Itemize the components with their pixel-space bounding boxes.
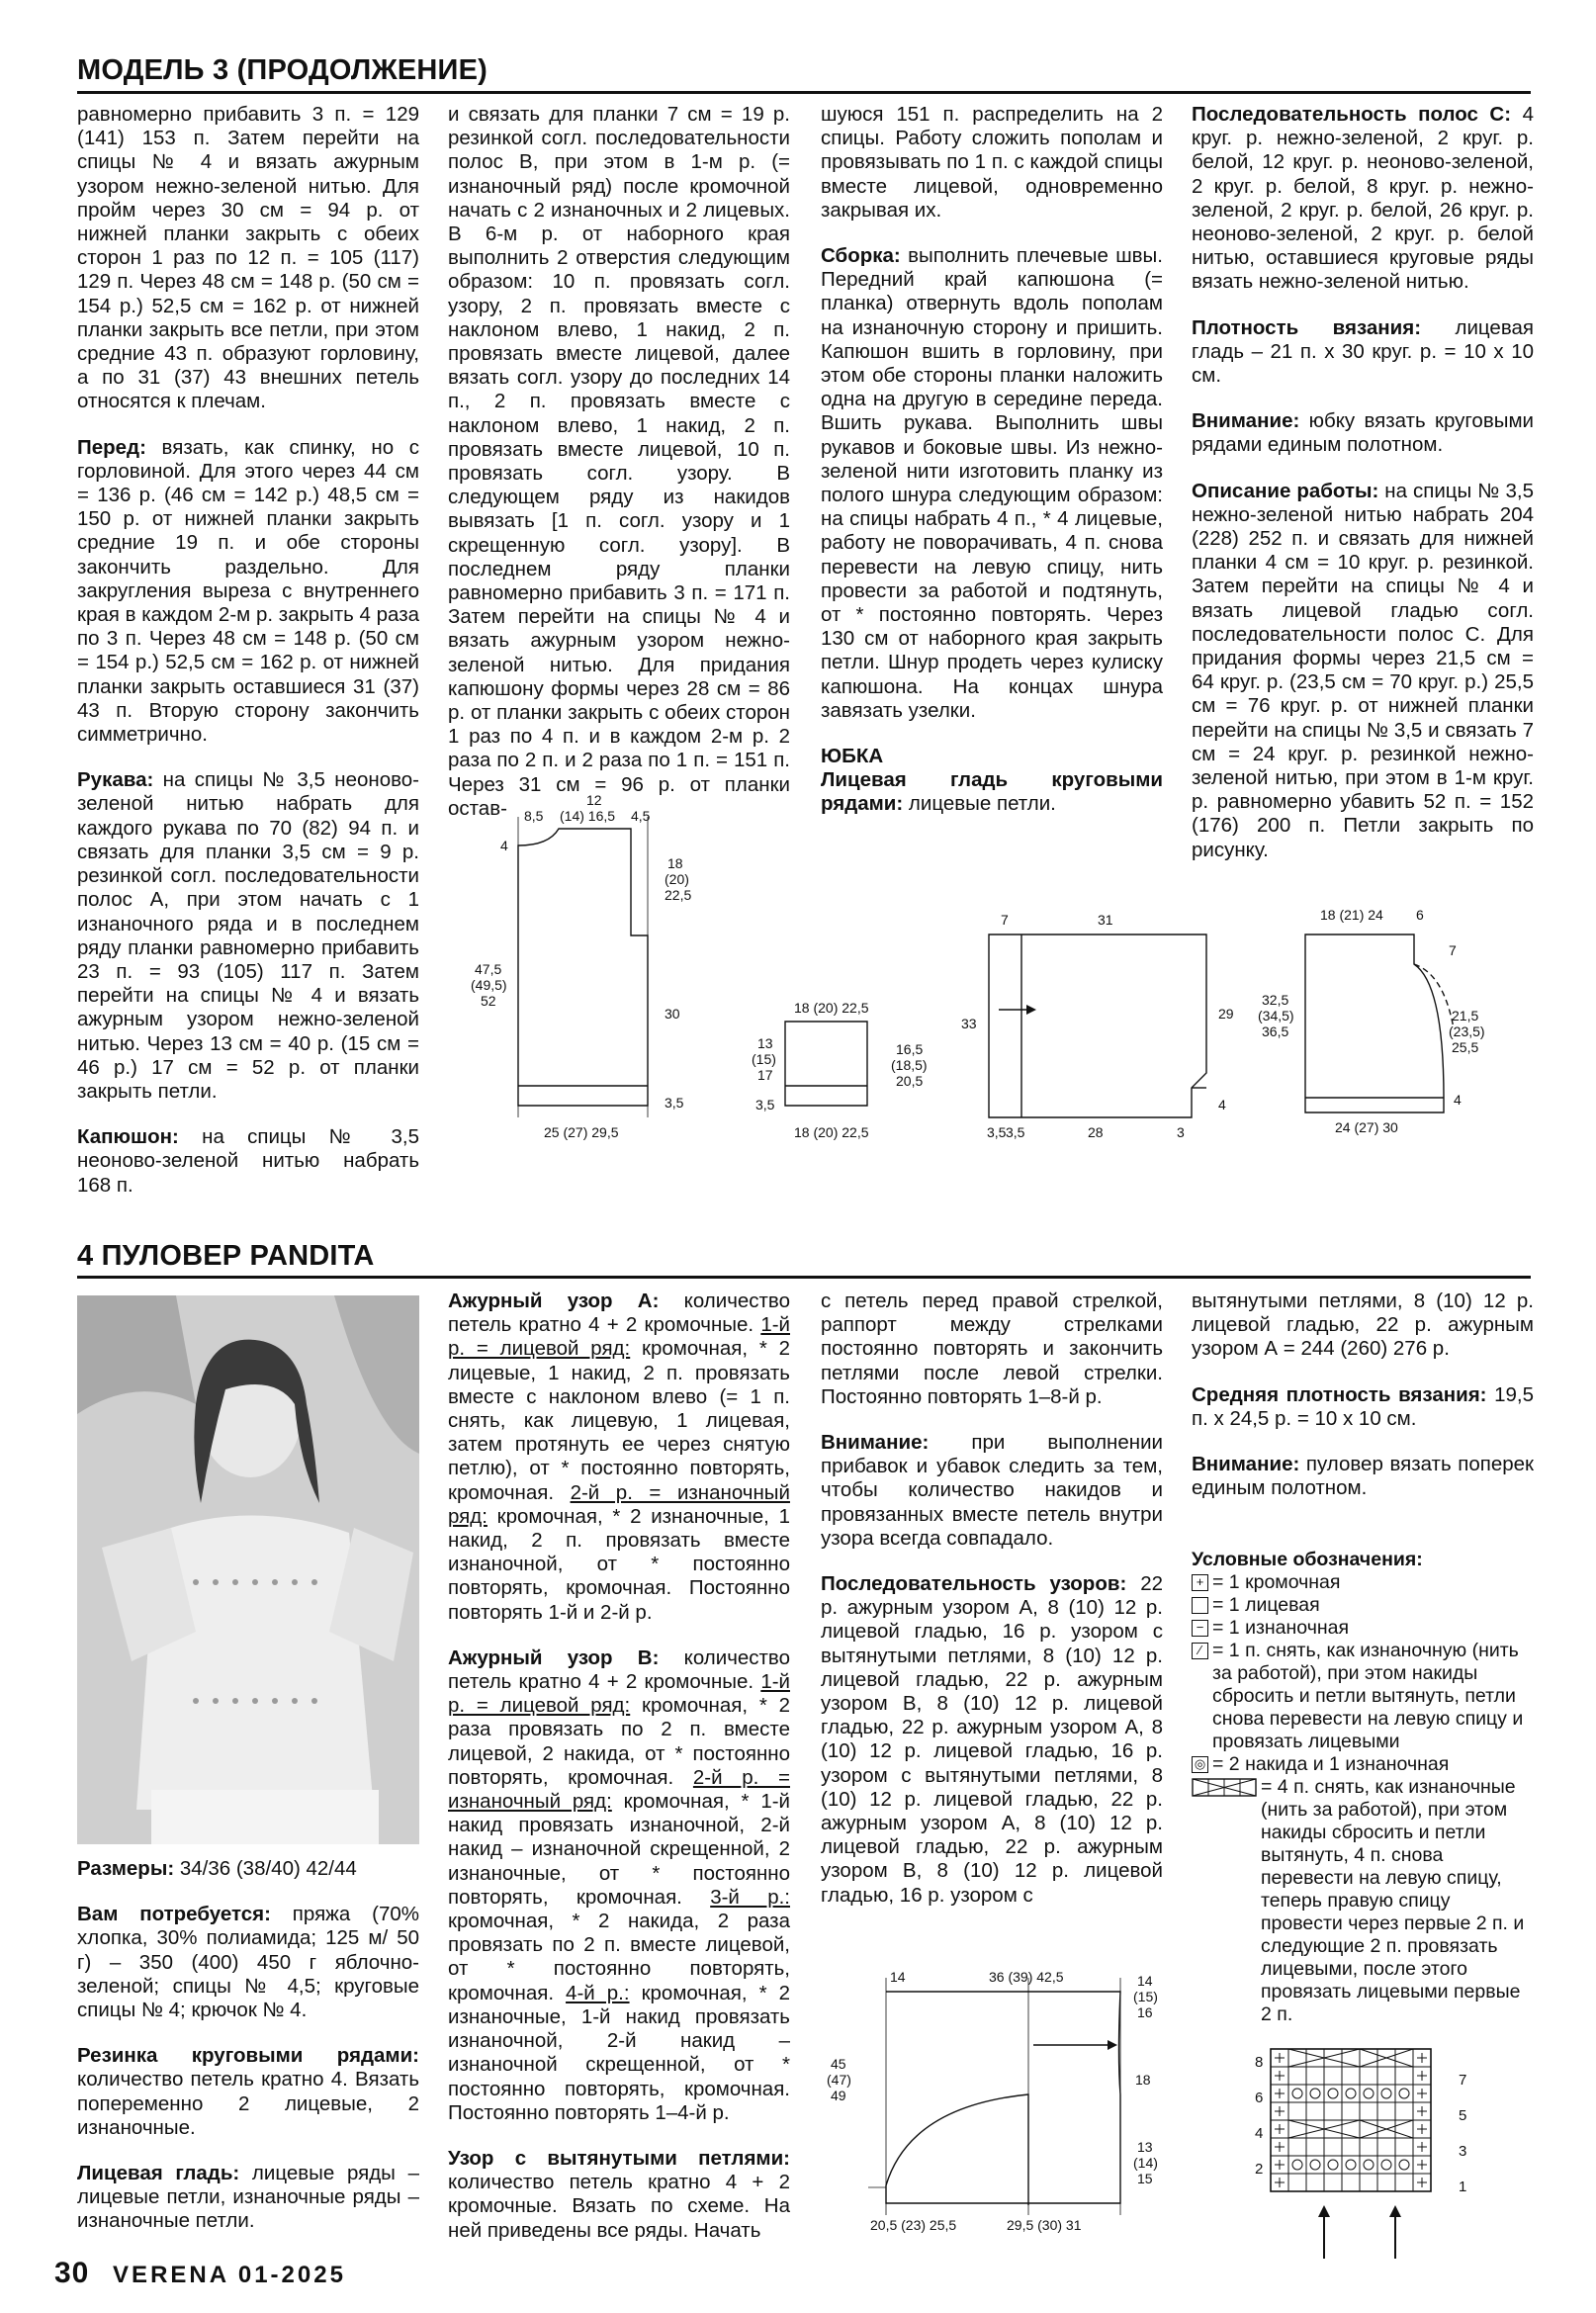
- s2c3-p3-text: 22 р. ажурным узором А, 8 (10) 12 р. лицевой гладью, 16 р. узором с вытянутыми петлями, 8 (10) 12 р. лицевой гладью, 22 р. ажурным узором В, 8 (10) 12 р. лицевой гладью, 22 р. ажурным узором А, 8 (10) 12 р. лицевой гладью, 16 р. узором с вытянутыми петлями, 8 (10) 12 р. лицевой гладью, 22 р. ажурным узором А, 8 (10) 12 р. лицевой гладью, 22 р. ажурным узором В, 8 (10) 12 р. лицевой гладью, 16 р. узором с: [821, 1572, 1163, 1907]
- hood-label-bottom1: 3,5: [987, 1124, 1007, 1140]
- s1c2-p1: и связать для планки 7 см = 19 р. резинкой согл. последовательности полос В, при этом в 1-м р. (= изнаночный ряд) после кромочной начать с 2 изнаночных и 2 лицевых. В 6-м р. от наборного края выполнить 2 отверстия следующим образом: 10 п. провязать согл. узору, 2 п. провязать вместе с наклоном влево, 1 накид, 2 п. провязать вместе лицевой, далее вязать согл. узору до последних 14 п., 2 п. провязать вместе с наклоном влево, 1 накид, 2 п. провязать вместе лицевой, 10 п. провязать согл. узору. В следующем ряду из накидов вывязать [1 п. согл. узору и 1 скрещенную согл. узору]. В последнем ряду планки равномерно прибавить 3 п. = 171 п. Затем перейти на спицы № 4 и вязать ажурным узором нежно-зеленой нитью. Для придания капюшону формы через 28 см = 86 р. от планки закрыть с обеих сторон 1 раз по 4 п. и в каждом 2-м р. 2 раза по 2 п. и 2 раза по 1 п. = 151 п. Через 31 см = 96 р. от планки остав-: [448, 103, 790, 820]
- body-label-bottom: 25 (27) 29,5: [544, 1124, 619, 1140]
- hood-label-rib: 4: [1218, 1097, 1226, 1112]
- chart-row-2: 2: [1255, 2161, 1264, 2178]
- skirt-label-left3: 36,5: [1262, 1023, 1289, 1039]
- s2c1-p4-text: лицевые ряды – лицевые петли, изнаночные ряды – изнаночные петли.: [77, 2162, 419, 2233]
- legend-text-5: = 2 накида и 1 изнаночная: [1212, 1753, 1450, 1775]
- sleeve-label-right3: 20,5: [896, 1073, 924, 1089]
- hood-label-left: 33: [961, 1016, 977, 1031]
- section-title-pullover: 4 ПУЛОВЕР PANDITA: [77, 1240, 375, 1272]
- skirt-label-right1: 21,5: [1452, 1008, 1479, 1023]
- skirt-label-left1: 32,5: [1262, 992, 1289, 1008]
- legend-text-2: = 1 лицевая: [1212, 1594, 1320, 1616]
- pattern-b-row1: 1-й р. = лицевой ряд:: [448, 1670, 790, 1718]
- body-label-right3: 22,5: [665, 887, 692, 903]
- skirt-label-top2: 6: [1416, 907, 1424, 923]
- chart-row-8: 8: [1255, 2054, 1264, 2071]
- pattern-b-text2: кромочная, * 2 раза провязать по 2 п. вместе лицевой, 2 накида, от * постоянно повторять, кромочная.: [448, 1694, 790, 1789]
- s2c1-p1-text: 34/36 (38/40) 42/44: [174, 1857, 357, 1880]
- sleeve-label-left3: 17: [757, 1067, 773, 1083]
- pattern-a-text2: кромочная, * 2 лицевые, 1 накид, 2 п. провязать вместе с наклоном влево (= 1 п. снять, как лицевую, 1 лицевая, затем протянуть ее через снятую петлю), от * постоянно повторять, кромочная.: [448, 1337, 790, 1504]
- legend-text-4: = 1 п. снять, как изнаночную (нить за работой), при этом накиды сбросить и петли вытянуть, петли снова перевести на левую спицу и провязать лицевыми: [1212, 1640, 1524, 1752]
- s2c3-p3-head: Последовательность узоров:: [821, 1572, 1127, 1596]
- chart-row-6: 6: [1255, 2090, 1264, 2106]
- body-label-top2: 8,5: [524, 808, 544, 824]
- s1c4-p1-text: 4 круг. р. нежно-зеленой, 2 круг. р. белой, 12 круг. р. неоново-зеленой, 2 круг. р. белой, 8 круг. р. нежно-зеленой, 2 круг. р. белой, 26 круг. р. неоново-зеленой, 2 круг. р. белой нитью, оставшиеся круговые ряды вязать нежно-зеленой нитью.: [1192, 103, 1534, 294]
- pullover-label-bottom2: 29,5 (30) 31: [1007, 2217, 1082, 2233]
- s1c3-p4-text: лицевые петли.: [903, 792, 1056, 816]
- sleeve-label-left1: 13: [757, 1035, 773, 1051]
- hood-label-bottom2: 3,5: [1006, 1124, 1025, 1140]
- s2c3-p2-head: Внимание:: [821, 1431, 930, 1455]
- hood-label-right: 29: [1218, 1006, 1234, 1022]
- pullover-label-right3: 16: [1137, 2004, 1153, 2020]
- pattern-b-head: Ажурный узор В:: [448, 1646, 660, 1669]
- body-label-neck: 4: [500, 838, 508, 853]
- purl-symbol-icon: −: [1192, 1620, 1208, 1637]
- skirt-label-right2: (23,5): [1449, 1023, 1485, 1039]
- hood-label-bottom4: 3: [1177, 1124, 1185, 1140]
- s1c4-p4-head: Описание работы:: [1192, 479, 1379, 502]
- pullover-label-rb3: 15: [1137, 2171, 1153, 2186]
- pattern-b-row4: 4-й р.:: [566, 1981, 630, 2004]
- skirt-label-right3: 25,5: [1452, 1039, 1479, 1055]
- page-number: 30: [54, 2257, 90, 2289]
- chart-row-3: 3: [1459, 2143, 1467, 2160]
- s2c1-p2-text: пряжа (70% хлопка, 30% полиамида; 125 м/ 50 г) – 350 (400) 450 г яблочно-зеленой; спицы № 4,5; круговые спицы № 4; крючок № 4.: [77, 1903, 419, 2022]
- body-label-left3: 52: [481, 993, 496, 1009]
- s1c1-p2-text: вязать, как спинку, но с горловиной. Для этого через 44 см = 136 р. (46 см = 142 р.) 48,5 см = 150 р. от нижней планки закрыть средние 19 п. и обе стороны закончить раздельно. Для закругления выреза с внутреннего края в каждом 2-м р. закрыть 4 раза по 3 п. Через 48 см = 148 р. (50 см = 154 р.) 52,5 см = 162 р. от нижней планки закрыть оставшиеся 31 (37) 43 п. Вторую сторону закончить симметрично.: [77, 435, 419, 747]
- s2c1-p2-head: Вам потребуется:: [77, 1903, 271, 1926]
- body-label-top4: 4,5: [631, 808, 651, 824]
- section-title-model3: МОДЕЛЬ 3 (ПРОДОЛЖЕНИЕ): [77, 54, 488, 86]
- body-label-top3: (14) 16,5: [560, 808, 616, 824]
- pullover-schematic-outline: [886, 1992, 1120, 2205]
- s1c3-p2-text: выполнить плечевые швы. Передний край капюшона (= планка) отвернуть вдоль пополам на изнаночную сторону и пришить. Капюшон вшить в горловину, при этом обе стороны планки наложить одна на другую в середине переда. Вшить рукава. Выполнить швы рукавов и боковые швы. Из нежно-зеленой нити изготовить планку из полого шнура следующим образом: на спицы набрать 4 п., * 4 лицевые, работу не поворачивать, 4 п. снова перевести на левую спицу, нить провести за работой и подтянуть, от * постоянно повторять. Через 130 см от наборного края закрыть петли. Шнур продеть через кулиску капюшона. На концах шнура завязать узелки.: [821, 244, 1163, 722]
- s1c1-p3-head: Рукава:: [77, 768, 154, 792]
- s1c1-p4-head: Капюшон:: [77, 1125, 179, 1149]
- s2c1-p3-text: количество петель кратно 4. Вязать попеременно 2 лицевые, 2 изнаночные.: [77, 2068, 419, 2139]
- pullover-label-top2: 36 (39) 42,5: [989, 1969, 1064, 1985]
- skirt-label-top1: 18 (21) 24: [1320, 907, 1383, 923]
- chart-row-7: 7: [1459, 2072, 1467, 2089]
- pattern-b-row2: 2-й р. = изнаночный ряд:: [448, 1765, 790, 1814]
- body-label-mid: 30: [665, 1006, 680, 1022]
- skirt-heading: ЮБКА: [821, 745, 884, 768]
- pullover-label-bottom1: 20,5 (23) 25,5: [870, 2217, 957, 2233]
- sleeve-label-right2: (18,5): [891, 1057, 928, 1073]
- body-label-rib: 3,5: [665, 1095, 684, 1111]
- legend-title: Условные обозначения:: [1192, 1549, 1423, 1570]
- magazine-name: VERENA 01-2025: [113, 2262, 346, 2288]
- s2c3-p1: с петель перед правой стрелкой, раппорт между стрелками постоянно повторять и закончить петлями после левой стрелки. Постоянно повторять 1–8-й р.: [821, 1290, 1163, 1408]
- footer: [54, 2257, 346, 2290]
- skirt-label-bottom: 24 (27) 30: [1335, 1119, 1398, 1135]
- pullover-label-mid: 18: [1135, 2072, 1151, 2088]
- sleeve-label-right1: 16,5: [896, 1041, 924, 1057]
- sleeve-label-left2: (15): [752, 1051, 776, 1067]
- s1c3-p1: шуюся 151 п. распределить на 2 спицы. Работу сложить пополам и провязывать по 1 п. с каждой спицы вместе лицевой, одновременно закрывая их.: [821, 103, 1163, 222]
- hood-label-top2: 31: [1098, 912, 1113, 928]
- s1c1-p4-text: на спицы № 3,5 неоново-зеленой нитью набрать 168 п.: [77, 1125, 419, 1197]
- pattern-a-row2: 2-й р. = изнаночный ряд:: [448, 1480, 790, 1528]
- legend-text-3: = 1 изнаночная: [1212, 1617, 1350, 1639]
- pattern-a-row1: 1-й р. = лицевой ряд:: [448, 1313, 790, 1361]
- pattern-a-text1: количество петель кратно 4 + 2 кромочные.: [448, 1290, 790, 1337]
- pattern-c-head: Узор с вытянутыми петлями:: [448, 2146, 790, 2170]
- s2c1-p1-head: Размеры:: [77, 1857, 175, 1880]
- body-label-left1: 47,5: [475, 961, 502, 977]
- chart-row-1: 1: [1459, 2179, 1467, 2195]
- pattern-b-text3: кромочная, * 1-й накид провязать изнаночной, 2-й накид – изнаночной скрещенной, 2 изнаночные, от * постоянно повторять, кромочная.: [448, 1790, 791, 1909]
- pullover-label-rb2: (14): [1133, 2155, 1158, 2171]
- s2c4-p3-head: Внимание:: [1192, 1453, 1300, 1476]
- pullover-arrow: [1033, 2040, 1117, 2050]
- hood-label-top1: 7: [1001, 912, 1009, 928]
- double-yo-symbol-icon: ◎: [1192, 1756, 1208, 1773]
- hood-label-bottom3: 28: [1088, 1124, 1104, 1140]
- s1c4-p4-text: на спицы № 3,5 нежно-зеленой нитью набрать 204 (228) 252 п. и связать для нижней планки 4 см = 10 круг. р. резинкой. Затем перейти на спицы № 4 и вязать лицевой гладью согл. последовательности полос С. Для придания формы через 21,5 см = 64 круг. р. (23,5 см = 70 круг. р.) 25,5 см = 76 круг. р. от нижней планки перейти на спицы № 3,5 и связать 7 см = 24 круг. р. резинкой нежно-зеленой нитью, при этом в 1-м круг. р. равномерно убавить 52 п. = 152 (176) 200 п. Петли закрыть по рисунку.: [1192, 479, 1534, 861]
- chart-row-4: 4: [1255, 2125, 1264, 2142]
- s2c4-p3-text: пуловер вязать поперек единым полотном.: [1192, 1453, 1534, 1500]
- pattern-a-head: Ажурный узор А:: [448, 1290, 660, 1312]
- skirt-label-right-top: 7: [1449, 942, 1457, 958]
- pattern-b-row3: 3-й р.:: [710, 1885, 790, 1909]
- s2c1-p4-head: Лицевая гладь:: [77, 2162, 240, 2185]
- s1c1-p1: равномерно прибавить 3 п. = 129 (141) 153 п. Затем перейти на спицы № 4 и вязать ажурным узором нежно-зеленой нитью. Для пройм через 30 см = 94 р. от нижней планки закрыть с обеих сторон 1 раз по 12 п. = 105 (117) 129 п. Через 48 см = 148 р. (50 см = 154 р.) 52,5 см = 162 р. от нижней планки закрыть все петли, при этом средние 43 п. образуют горловину, а по 31 (37) 43 внешних петель относятся к плечам.: [77, 103, 419, 413]
- pattern-a-text3: кромочная, * 2 изнаночные, 1 накид, 2 п. провязать вместе изнаночной, от * постоянно повторять, кромочная. Постоянно повторять 1-й и 2-й р.: [448, 1504, 790, 1624]
- s1c4-p1-head: Последовательность полос С:: [1192, 103, 1512, 126]
- pattern-b-text1: количество петель кратно 4 + 2 кромочные.: [448, 1646, 790, 1694]
- s1c4-p3-head: Внимание:: [1192, 409, 1300, 433]
- s2c4-p2-text: 19,5 п. х 24,5 р. = 10 х 10 см.: [1192, 1382, 1534, 1430]
- legend-text-1: = 1 кромочная: [1212, 1571, 1341, 1593]
- pullover-label-rb1: 13: [1137, 2139, 1153, 2155]
- pattern-c-text: количество петель кратно 4 + 2 кромочные. Вязать по схеме. На ней приведены все ряды. Начать: [448, 2171, 790, 2242]
- s2c1-p3-head: Резинка круговыми рядами:: [77, 2044, 419, 2068]
- pattern-b-text5: кромочная, * 2 изнаночные, 1-й накид провязать изнаночной, 2-й накид – изнаночной скрещенной, от * постоянно повторять, кромочная. Постоянно повторять 1–4-й р.: [448, 1981, 791, 2124]
- body-label-right1: 18: [667, 855, 683, 871]
- selvedge-symbol-icon: +: [1192, 1574, 1208, 1591]
- pullover-label-left2: (47): [827, 2072, 851, 2088]
- s1c4-p2-head: Плотность вязания:: [1192, 315, 1422, 339]
- pullover-label-left1: 45: [831, 2056, 846, 2072]
- sleeve-label-rib: 3,5: [755, 1097, 775, 1112]
- pullover-label-right1: 14: [1137, 1973, 1153, 1989]
- pullover-label-left3: 49: [831, 2088, 846, 2103]
- s1c3-p2-head: Сборка:: [821, 244, 901, 268]
- s1c4-p3-text: юбку вязать круговыми рядами единым полотном.: [1192, 409, 1534, 457]
- pullover-label-right2: (15): [1133, 1989, 1158, 2004]
- body-label-top1: 12: [586, 792, 602, 808]
- s2c3-p2-text: при выполнении прибавок и убавок следить за тем, чтобы количество накидов и провязанных вместе петель внутри узора всегда совпадало.: [821, 1431, 1163, 1550]
- s1c1-p2-head: Перед:: [77, 435, 146, 459]
- s2c4-p2-head: Средняя плотность вязания:: [1192, 1382, 1487, 1406]
- body-label-left2: (49,5): [471, 977, 507, 993]
- legend-text-6: = 4 п. снять, как изнаночные (нить за работой), при этом накиды сбросить и петли вытянуть, 4 п. снова перевести на левую спицу, теперь правую спицу провести через первые 2 п. и следующие 2 п. провязать лицевыми, после этого провязать лицевыми первые 2 п.: [1261, 1776, 1525, 2025]
- pullover-label-top1: 14: [890, 1969, 906, 1985]
- sleeve-label-top: 18 (20) 22,5: [794, 1000, 869, 1016]
- s1c4-p2-text: лицевая гладь – 21 п. х 30 круг. р. = 10 х 10 см.: [1192, 315, 1534, 388]
- s1c3-p4-head: Лицевая гладь круговыми рядами:: [821, 768, 1163, 816]
- slip-elongated-symbol-icon: ⁄: [1192, 1643, 1208, 1659]
- chart-row-5: 5: [1459, 2107, 1467, 2124]
- skirt-label-rib: 4: [1454, 1092, 1462, 1108]
- pattern-b-text4: кромочная, * 2 накида, 2 раза провязать по 2 п. вместе лицевой, от * постоянно повторять, кромочная.: [448, 1910, 790, 2004]
- body-label-right2: (20): [665, 871, 689, 887]
- skirt-label-left2: (34,5): [1258, 1008, 1294, 1023]
- s1c1-p3-text: на спицы № 3,5 неоново-зеленой нитью набрать для каждого рукава по 70 (82) 94 п. и связать для планки 3,5 см = 9 р. резинкой согл. последовательности полос А, при этом начать с 1 изнаночного ряда и в последнем ряду планки равномерно прибавить 23 п. = 93 (105) 117 п. Затем перейти на спицы № 4 и вязать ажурным узором нежно-зеленой нитью. Через 13 см = 40 р. (15 см = 46 р.) 17 см = 52 р. от планки закрыть петли.: [77, 768, 419, 1103]
- sleeve-label-bottom: 18 (20) 22,5: [794, 1124, 869, 1140]
- s2c4-p1: вытянутыми петлями, 8 (10) 12 р. лицевой гладью, 22 р. ажурным узором А = 244 (260) 276 р.: [1192, 1290, 1534, 1361]
